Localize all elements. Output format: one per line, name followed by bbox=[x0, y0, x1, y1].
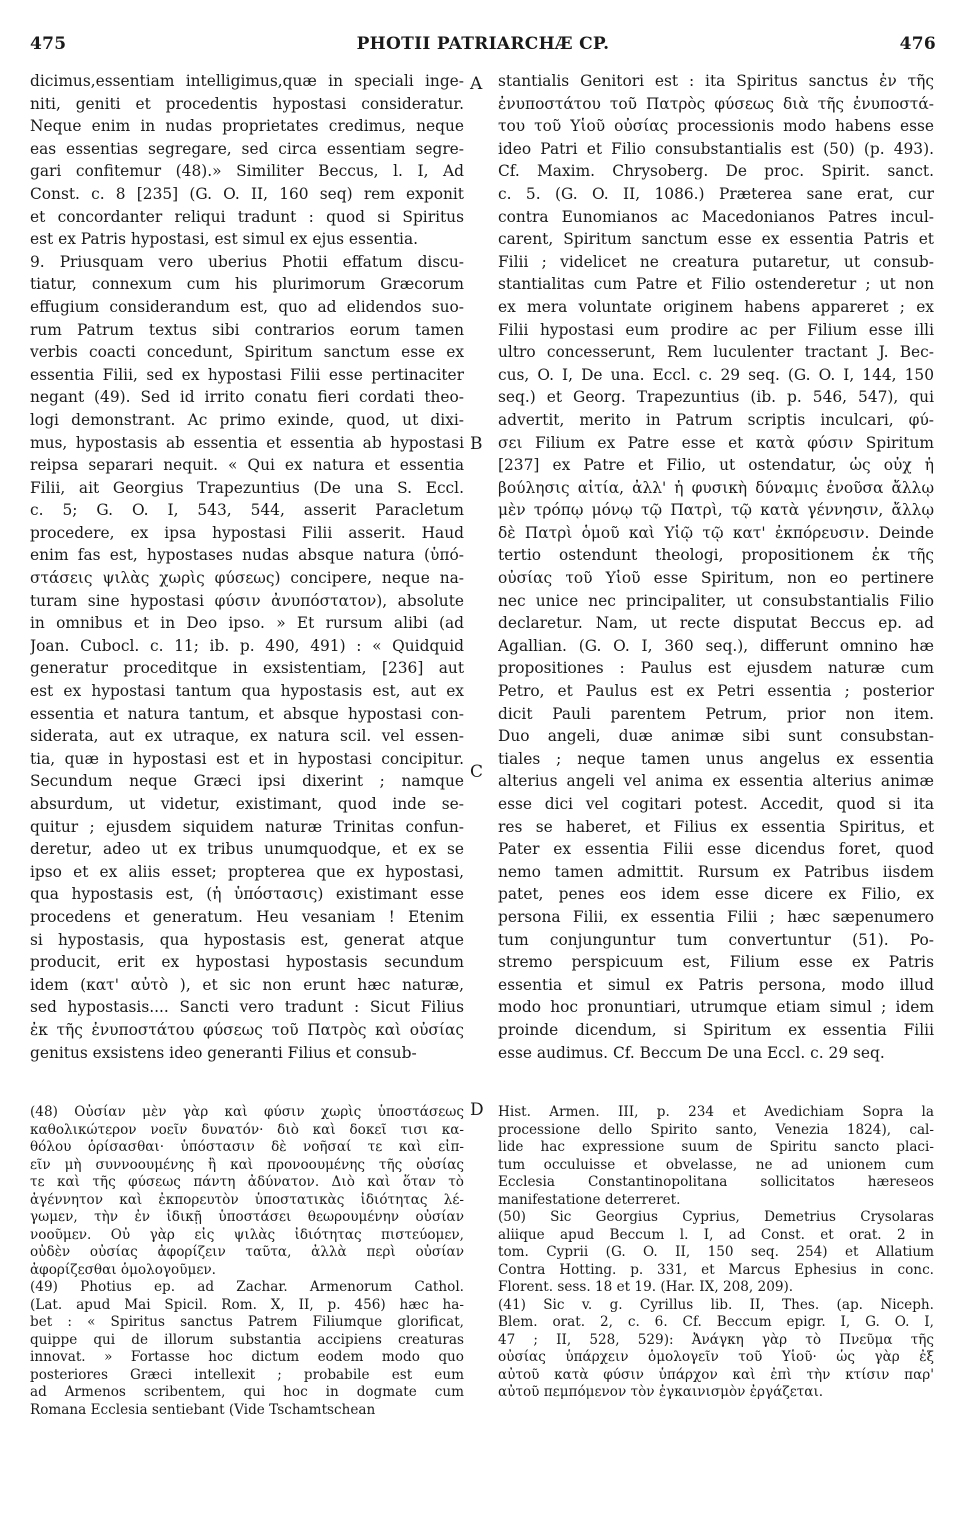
footnote-line: tom. Cyprii (G. O. II, 150 seq. 254) et Allatium bbox=[498, 1244, 934, 1260]
text-line: et concordanter reliqui tradunt : quod si Spiritus bbox=[30, 207, 464, 226]
text-line: δὲ Πατρὶ ὁμοῦ καὶ Υἱῷ τῷ κατ' ἐκπόρευσιν. Deinde bbox=[498, 523, 934, 542]
text-line: 9. Priusquam vero uberius Photii effatum discu- bbox=[30, 252, 464, 271]
footnote-line: aliique apud Beccum l. I, ad Const. et orat. 2 in bbox=[498, 1226, 934, 1243]
text-line: ultro concesserunt, Rem luculenter tractant J. Bec- bbox=[498, 343, 934, 362]
running-title: PHOTII PATRIARCHÆ CP. bbox=[356, 34, 610, 54]
text-line: tiatur, connexum cum his plurimorum Græcorum bbox=[30, 275, 464, 294]
section-marker-c: C bbox=[470, 762, 484, 782]
footnote-line: αὐτοῦ πεμπόμενον τὸν ἐγκαινισμὸν ἐργάζεται. bbox=[498, 1384, 824, 1400]
text-line: [237] ex Patre et Filio, ut ostendatur, ὡς οὐχ ἡ bbox=[498, 456, 934, 475]
text-line: enim fas est, hypostases nudas absque natura (ὑπό- bbox=[30, 546, 464, 565]
text-line: generatur proceditque in exsistentiam, [236] aut bbox=[30, 659, 464, 678]
text-line: Joan. Cubocl. c. 11; ib. p. 490, 491) : « Quidquid bbox=[30, 636, 464, 655]
text-line: c. 5; G. O. I, 543, 544, asserit Paracletum bbox=[30, 501, 464, 520]
text-line: tum conjunguntur tum convertuntur (51). Po- bbox=[498, 930, 934, 949]
text-line: reipsa separari nequit. « Qui ex natura et essentia bbox=[30, 456, 464, 475]
footnote-line: Florent. sess. 18 et 19. (Har. IX, 208, 209). bbox=[498, 1279, 794, 1295]
text-line: negant (49). Sed id irrito conatu fieri cordati theo- bbox=[30, 388, 464, 407]
text-line: niti, geniti et procedentis hypostasi consideratur. bbox=[30, 94, 464, 113]
footnote-line: γωμεν, τὴν ἐν ἰδικῇ ὑποστάσει θεωρουμένην οὐσίαν bbox=[30, 1209, 464, 1225]
footnote-line: εῖν μὴ συννοουμένης ἢ καὶ προνοουμένης τῆς οὐσίας bbox=[30, 1156, 464, 1173]
text-line: qua hypostasis est, (ἡ ὑπόστασις) existimant esse bbox=[30, 885, 464, 904]
text-line: proinde dicendum, si Spiritum ex essentia Filii bbox=[498, 1020, 934, 1039]
text-line: tiales ; neque tamen unus angelus ex essentia bbox=[498, 749, 934, 768]
footnote-line: (48) Οὐσίαν μὲν γὰρ καὶ φύσιν χωρὶς ὑποστάσεως bbox=[30, 1104, 464, 1120]
text-line: essentia Filii, sed ex hypostasi Filii esse pertinaciter bbox=[30, 365, 464, 384]
footnote-line: quippe qui de illorum substantia accipiens creaturas bbox=[30, 1331, 464, 1348]
footnote-line: Contra Hotting. p. 331, et Marcus Ephesius in conc. bbox=[498, 1261, 934, 1278]
text-line: Filii ; videlicet ne creatura putaretur, ut consub- bbox=[498, 252, 934, 271]
text-line: quitur ; ejusdem siquidem naturæ Trinitas confun- bbox=[30, 817, 464, 836]
text-line: mus, hypostasis ab essentia et essentia ab hypostasi bbox=[30, 433, 464, 452]
footnote-line: οὐσίας ὑπάρχειν ὁμολογεῖν τοῦ Υἱοῦ· ὡς γὰρ ἐξ bbox=[498, 1349, 934, 1365]
text-line: dicimus,essentiam intelligimus,quæ in speciali inge- bbox=[30, 72, 464, 90]
text-line: βούλησις αἰτία, ἀλλ' ἡ φυσικὴ δύναμις ἐνοῦσα ἄλλῳ bbox=[498, 478, 934, 497]
text-line: procedere, ex ipsa hypostasi Filii asserit. Haud bbox=[30, 523, 464, 542]
text-line: Agallian. (G. O. I, 360 seq.), differunt omnino hæ bbox=[498, 636, 934, 655]
text-line: ἐκ τῆς ἐνυποστάτου φύσεως τοῦ Πατρὸς καὶ οὐσίας bbox=[30, 1020, 464, 1039]
text-line: idem (κατ' αὐτὸ ), et sic non erunt hæc naturæ, bbox=[30, 975, 464, 994]
text-line: Filii, ait Georgius Trapezuntius (De una S. Eccl. bbox=[30, 478, 464, 497]
footnote-line: lide hac expressione suum de Spiritu sancto placi- bbox=[498, 1139, 934, 1155]
text-line: procedens et generatum. Heu vesaniam ! Etenim bbox=[30, 907, 464, 926]
text-line: c. 5. (G. O. II, 1086.) Præterea sane erat, cur bbox=[498, 184, 934, 203]
text-line: deretur, adeo ut ex tribus unumquodque, et ex se bbox=[30, 840, 464, 859]
text-line: Petro, et Paulus est ex Petri essentia ; posterior bbox=[498, 682, 934, 701]
footnote-line: tum occuluisse et obvelasse, ne ad unionem cum bbox=[498, 1156, 934, 1173]
text-line: res se haberet, et Filius ex essentia Spiritus, et bbox=[498, 817, 934, 836]
footnote-line: ἀφορίζεσθαι ὁμολογοῦμεν. bbox=[30, 1261, 216, 1278]
text-line: seq.) et Georg. Trapezuntius (ib. p. 546, 547), qui bbox=[498, 388, 934, 407]
text-line: eas essentias segregare, sed circa essentiam segre- bbox=[30, 139, 464, 158]
left-text-column bbox=[30, 70, 464, 1100]
text-line: patet, penes eos idem esse dicere ex Filio, ex bbox=[498, 885, 934, 904]
text-line: stremo perspicuum est, Filium esse ex Patris bbox=[498, 953, 934, 972]
footnote-line: αὐτοῦ κατὰ φύσιν ὑπάρχον καὶ ἐπὶ τὴν κτίσιν παρ' bbox=[498, 1366, 934, 1383]
text-line: stantialitas cum Patre et Filio ostenderetur ; ut non bbox=[498, 275, 934, 294]
text-line: esse audimus. Cf. Beccum De una Eccl. c. 29 seq. bbox=[498, 1043, 885, 1062]
text-line: Cf. Maxim. Chrysoberg. De proc. Spirit. sanct. bbox=[498, 162, 934, 181]
text-line: in omnibus et in Deo ipso. » Et rursum alibi (ad bbox=[30, 614, 464, 633]
right-text-column bbox=[498, 70, 934, 1100]
footnote-line: Romana Ecclesia sentiebant (Vide Tschamtschean bbox=[30, 1401, 376, 1418]
right-footnotes bbox=[498, 1104, 934, 1514]
text-line: esse dici vel cogitari potest. Accedit, quod si ita bbox=[498, 795, 934, 813]
text-line: tia, quæ in hypostasi est et in hypostasi concipitur. bbox=[30, 749, 464, 768]
footnote-line: θόλου ὁρίσασθαι· ὑπόστασιν δὲ νοῆσαί τε καὶ εἰπ- bbox=[30, 1139, 464, 1155]
text-line: ideo Patri et Filio consubstantialis est (50) (p. 493). bbox=[498, 139, 934, 158]
text-line: modo hoc pronuntiari, utrumque etiam simul ; idem bbox=[498, 998, 934, 1017]
text-line: Secundum neque Græci ipsi dixerint ; namque bbox=[30, 772, 464, 791]
text-line: effugium considerandum est, quo ad elidendos suo- bbox=[30, 297, 464, 316]
text-line: producit, erit ex hypostasi hypostasis secundum bbox=[30, 953, 464, 972]
page-number-left: 475 bbox=[30, 34, 67, 54]
left-footnotes bbox=[30, 1104, 464, 1514]
text-line: declaretur. Nam, ut recte disputat Beccus ep. ad bbox=[498, 614, 934, 633]
text-line: Neque enim in nudas proprietates credimus, neque bbox=[30, 117, 464, 136]
footnote-line: (Lat. apud Mai Spicil. Rom. X, II, p. 456) hæc ha- bbox=[30, 1296, 464, 1313]
text-line: dicit Pauli parentem Petrum, prior non item. bbox=[498, 704, 934, 723]
footnote-line: τε καὶ τῆς φύσεως πάντη ἀδύνατον. Διὸ καὶ ὅταν τὸ bbox=[30, 1174, 464, 1190]
text-line: του τοῦ Υἱοῦ οὐσίας processionis modo habens esse bbox=[498, 117, 934, 136]
text-line: στάσεις ψιλὰς χωρὶς φύσεως) concipere, neque na- bbox=[30, 569, 464, 588]
footnote-line: posteriores Græci intellexit ; probabile est eum bbox=[30, 1366, 464, 1383]
text-line: ipso et ex aliis esset; propterea que ex hypostasi, bbox=[30, 862, 464, 881]
text-line: persona Filii, ex essentia Filii ; hæc sæpenumero bbox=[498, 907, 934, 926]
footnote-line: bet : « Spiritus sanctus Patrem Filiumque glorificat, bbox=[30, 1314, 464, 1330]
text-line: rum Patrum textus sibi contrarios eorum tamen bbox=[30, 320, 464, 339]
footnote-line: (49) Photius ep. ad Zachar. Armenorum Cathol. bbox=[30, 1279, 464, 1295]
footnote-line: καθολικώτερον νοεῖν δυνατόν· διὸ καὶ δοκεῖ τισι κα- bbox=[30, 1121, 464, 1138]
text-line: advertit, merito in Patrum scriptis inculcari, φύ- bbox=[498, 410, 934, 429]
text-line: si hypostasis, qua hypostasis est, generat atque bbox=[30, 930, 464, 949]
footnote-line: Hist. Armen. III, p. 234 et Avedichiam Sopra la bbox=[498, 1104, 934, 1120]
text-line: tertio ostendunt theologi, propositionem ἐκ τῆς bbox=[498, 546, 934, 565]
footnote-line: processione dello Spirito santo, Venezia 1824), cal- bbox=[498, 1121, 934, 1138]
footnote-line: (41) Sic v. g. Cyrillus lib. II, Thes. (ap. Niceph. bbox=[498, 1296, 934, 1313]
footnote-line: ἀγέννητον καὶ ἐκπορευτὸν ὑποστατικὰς ἰδιότητας λέ- bbox=[30, 1191, 464, 1208]
text-line: stantialis Genitori est : ita Spiritus sanctus ἐν τῆς bbox=[498, 72, 934, 90]
text-line: essentia et simul ex Patris persona, modo illud bbox=[498, 975, 934, 994]
text-line: essentia et natura tantum, et absque hypostasi con- bbox=[30, 704, 464, 723]
text-line: absurdum, ut videtur, existimant, quod inde se- bbox=[30, 795, 464, 813]
footnote-line: Blem. orat. 2, c. 6. Cf. Beccum epigr. I, G. O. I, bbox=[498, 1314, 934, 1330]
text-line: σει Filium ex Patre esse et κατὰ φύσιν Spiritum bbox=[498, 433, 934, 452]
page-number-right: 476 bbox=[899, 34, 936, 54]
section-marker-b: B bbox=[470, 434, 483, 454]
footnote-line: manifestatione deterreret. bbox=[498, 1191, 681, 1208]
text-line: cus, O. I, De una. Eccl. c. 29 seq. (G. O. I, 144, 150 bbox=[498, 365, 934, 384]
text-line: nemo tamen admittit. Rursum ex Patribus iisdem bbox=[498, 862, 934, 881]
text-line: οὐσίας τοῦ Υἱοῦ esse Spiritum, non eo pertinere bbox=[498, 569, 934, 588]
text-line: genitus exsistens ideo generanti Filius et consub- bbox=[30, 1043, 417, 1062]
text-line: ex mera voluntate originem habens appareret ; ex bbox=[498, 297, 934, 316]
footnote-line: νοοῦμεν. Οὐ γὰρ εἰς ψιλὰς ἰδιότητας πιστεύομεν, bbox=[30, 1226, 464, 1243]
text-line: ἐνυποστάτου τοῦ Πατρὸς φύσεως διὰ τῆς ἐνυποστά- bbox=[498, 94, 934, 113]
text-line: Pater ex essentia Filii esse dicendus foret, quod bbox=[498, 840, 934, 859]
running-header bbox=[30, 34, 936, 62]
section-marker-a: A bbox=[470, 74, 483, 94]
text-line: gari confitemur (48).» Similiter Beccus, l. I, Ad bbox=[30, 162, 464, 181]
footnote-line: 47 ; II, 528, 529): Ἀνάγκη γὰρ τὸ Πνεῦμα τῆς bbox=[498, 1331, 934, 1348]
footnote-line: Ecclesia Constantinopolitana sollicitatos hæreseos bbox=[498, 1174, 934, 1190]
section-marker-d: D bbox=[470, 1100, 484, 1120]
footnote-line: innovat. » Fortasse hoc dictum eodem modo quo bbox=[30, 1349, 464, 1365]
footnote-line: ad Armenos scribentem, qui hoc in dogmate cum bbox=[30, 1384, 464, 1400]
text-line: logi demonstrant. Ac primo exinde, quod, ut dixi- bbox=[30, 410, 464, 429]
footnote-line: (50) Sic Georgius Cyprius, Demetrius Crysolaras bbox=[498, 1209, 934, 1225]
text-line: Filii hypostasi eum prodire ac per Filium esse illi bbox=[498, 320, 934, 339]
text-line: alterius angeli vel anima ex essentia alterius animæ bbox=[498, 772, 934, 791]
text-line: Duo angeli, duæ animæ sibi sunt consubstan- bbox=[498, 727, 934, 746]
text-line: propositiones : Paulus est ejusdem naturæ cum bbox=[498, 659, 934, 678]
text-line: carent, Spiritum sanctum esse ex essentia Patris et bbox=[498, 230, 934, 249]
text-line: sed hypostasis.... Sancti vero tradunt : Sicut Filius bbox=[30, 998, 464, 1017]
text-line: siderata, aut ex utraque, ex natura scil. vel essen- bbox=[30, 727, 464, 746]
text-line: contra Eunomianos ac Macedonianos Patres incul- bbox=[498, 207, 934, 226]
text-line: verbis coacti concedunt, Spiritum sanctum esse ex bbox=[30, 343, 464, 362]
text-line: est ex Patris hypostasi, est simul ex ejus essentia. bbox=[30, 230, 419, 249]
footnote-line: οὐδὲν οὐσίας ἀφορίζειν ταῦτα, ἀλλὰ περὶ οὐσίαν bbox=[30, 1244, 464, 1260]
text-line: μὲν τρόπῳ μόνῳ τῷ Πατρὶ, τῷ κατὰ γέννησιν, ἄλλῳ bbox=[498, 501, 934, 520]
text-line: turam sine hypostasi φύσιν ἀνυπόστατον), absolute bbox=[30, 591, 464, 610]
text-line: nec unice nec principaliter, ut consubstantialis Filio bbox=[498, 591, 934, 610]
text-line: est ex hypostasi tantum qua hypostasis est, aut ex bbox=[30, 682, 464, 701]
text-line: Const. c. 8 [235] (G. O. II, 160 seq) rem exponit bbox=[30, 184, 464, 203]
